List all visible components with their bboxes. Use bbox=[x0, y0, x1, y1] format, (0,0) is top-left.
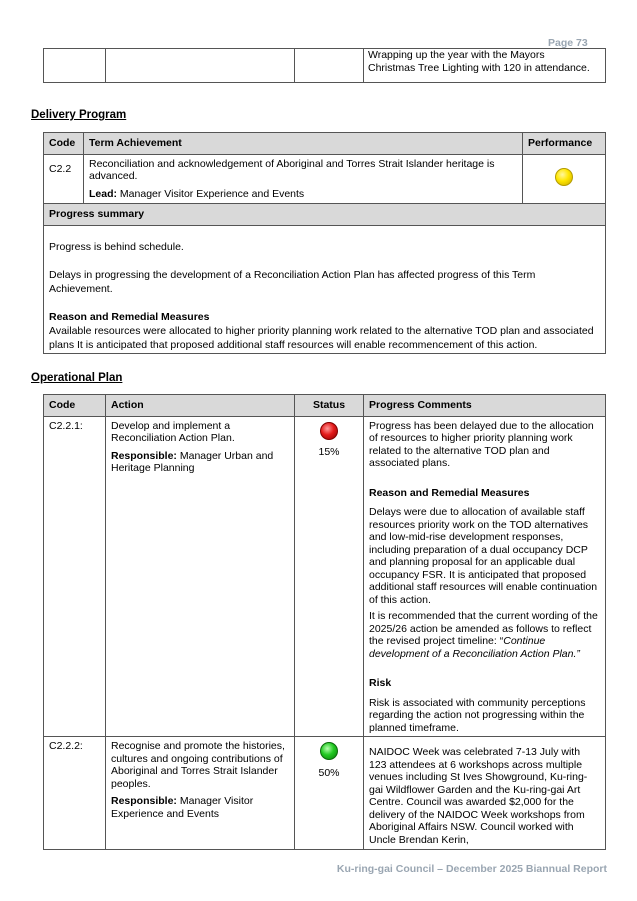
table-row bbox=[44, 49, 606, 83]
comment-cell bbox=[364, 737, 606, 850]
header-code: Code bbox=[44, 395, 106, 417]
header-performance: Performance bbox=[523, 133, 606, 155]
header-status: Status bbox=[295, 395, 364, 417]
summary-paragraph: Progress is behind schedule. bbox=[49, 240, 184, 253]
delivery-program-table bbox=[43, 132, 606, 354]
action-text: Develop and implement a Reconciliation Action Plan. bbox=[111, 419, 235, 444]
action-cell bbox=[106, 737, 295, 850]
table-row bbox=[44, 737, 606, 850]
status-cell bbox=[295, 49, 364, 83]
comment-paragraph: It is recommended that the current wording of the 2025/26 action be amended as follows to reflect the revised project timeline: “Continue development of a Reconciliation Action Plan.” bbox=[369, 610, 598, 660]
action-text: Recognise and promote the histories, cultures and ongoing contributions of Aboriginal and Torres Strait Islander peoples. bbox=[111, 740, 285, 790]
header-action: Action bbox=[106, 395, 295, 417]
status-cell bbox=[295, 737, 364, 850]
action-cell bbox=[106, 49, 295, 83]
header-term: Term Achievement bbox=[84, 133, 523, 155]
performance-indicator-yellow-icon bbox=[555, 168, 573, 186]
operational-plan-title: Operational Plan bbox=[31, 372, 123, 384]
comment-line: Christmas Tree Lighting with 120 in attendance. bbox=[368, 61, 590, 74]
code-cell: C2.2.1: bbox=[44, 416, 106, 737]
page-footer: Ku-ring-gai Council – December 2025 Biannual Report bbox=[336, 863, 607, 875]
code-cell: C2.2.2: bbox=[44, 737, 106, 850]
responsible-line: Responsible: Manager Urban and Heritage Planning bbox=[111, 449, 274, 474]
remedial-title: Reason and Remedial Measures bbox=[49, 310, 210, 323]
page-number: Page 73 bbox=[548, 37, 588, 49]
responsible-line: Responsible: Manager Visitor Experience and Events bbox=[111, 795, 254, 820]
risk-text: Risk is associated with community perceptions regarding the action not progressing within the planned timeframe. bbox=[369, 696, 586, 734]
term-text: Reconciliation and acknowledgement of Aboriginal and Torres Strait Islander heritage is advanced. bbox=[89, 157, 495, 182]
status-indicator-red-icon bbox=[320, 422, 338, 440]
table-header-row bbox=[44, 395, 606, 417]
progress-summary-row bbox=[44, 225, 606, 353]
code-cell bbox=[44, 49, 106, 83]
delivery-program-title: Delivery Program bbox=[31, 109, 127, 121]
status-cell bbox=[295, 416, 364, 737]
comment-paragraph: Progress has been delayed due to the allocation of resources to higher priority planning work related to the alternative TOD plan and associated plans. bbox=[369, 419, 594, 469]
performance-cell bbox=[523, 154, 606, 204]
table-row bbox=[44, 154, 606, 204]
progress-summary-cell bbox=[44, 225, 606, 353]
remedial-text: Available resources were allocated to higher priority planning work related to the alternative TOD plan and associated plans It is anticipated that proposed additional staff resources will enable recommencement of this action. bbox=[49, 324, 594, 351]
comment-cell bbox=[364, 49, 606, 83]
risk-title: Risk bbox=[369, 677, 392, 689]
status-percent: 50% bbox=[318, 766, 340, 779]
header-comments: Progress Comments bbox=[364, 395, 606, 417]
continuation-table bbox=[43, 48, 606, 83]
comment-paragraph: NAIDOC Week was celebrated 7-13 July with 123 attendees at 6 workshops across multiple venues including St Ives Showground, Ku-ring-gai Wildflower Garden and the Ku-ring-gai Art Centre. Council was awarded $2,000 for the delivery of the NAIDOC Week workshops from Aboriginal Affairs NSW. Council worked with Uncle Brendan Kerin, bbox=[369, 746, 588, 846]
reason-title: Reason and Remedial Measures bbox=[369, 486, 530, 499]
status-percent: 15% bbox=[318, 446, 340, 458]
progress-summary-label: Progress summary bbox=[44, 204, 606, 226]
operational-plan-table bbox=[43, 394, 606, 850]
progress-summary-header bbox=[44, 204, 606, 226]
lead-line: Lead: Manager Visitor Experience and Events bbox=[89, 187, 305, 200]
comment-paragraph: Delays were due to allocation of available staff resources priority work on the TOD alternatives and low-mid-rise development responses, including preparation of a dual occupancy DCP and planning proposal for an applicable dual occupancy FSR. It is anticipated that proposed additional staff resources will enable continuation of this action. bbox=[369, 506, 598, 606]
term-cell bbox=[84, 154, 523, 204]
action-cell bbox=[106, 416, 295, 737]
table-row bbox=[44, 416, 606, 737]
summary-paragraph: Delays in progressing the development of a Reconciliation Action Plan has affected progress of this Term Achievement. bbox=[49, 268, 536, 295]
comment-line: Wrapping up the year with the Mayors bbox=[368, 49, 545, 61]
comment-cell bbox=[364, 416, 606, 737]
header-code: Code bbox=[44, 133, 84, 155]
code-cell: C2.2 bbox=[44, 154, 84, 204]
status-indicator-green-icon bbox=[320, 742, 338, 760]
table-header-row bbox=[44, 133, 606, 155]
